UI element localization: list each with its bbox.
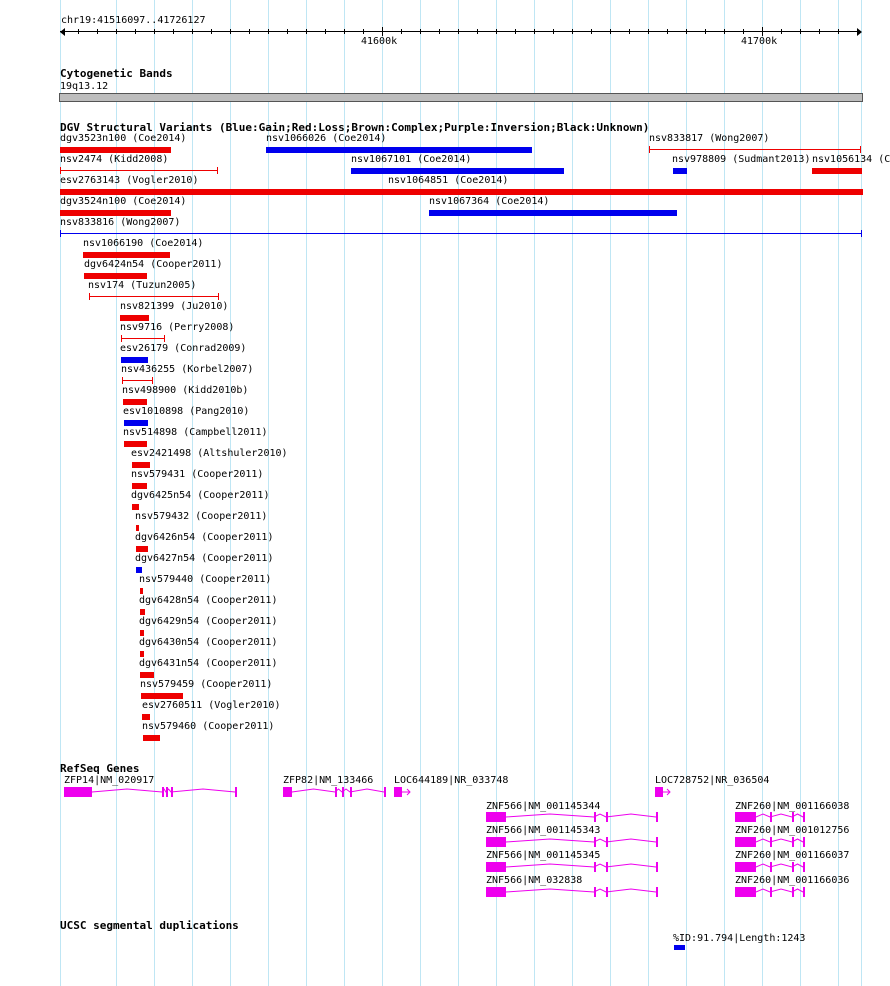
refseq-exon <box>166 787 168 797</box>
dgv-feature-label[interactable]: nsv498900 (Kidd2010b) <box>122 385 249 396</box>
dgv-feature-label[interactable]: dgv6429n54 (Cooper2011) <box>139 616 278 627</box>
refseq-gene[interactable] <box>735 837 805 847</box>
refseq-gene-label[interactable]: ZNF260|NM_001166036 <box>735 875 850 886</box>
refseq-exon <box>162 787 164 797</box>
dgv-feature-label[interactable]: dgv6430n54 (Cooper2011) <box>139 637 278 648</box>
refseq-gene[interactable] <box>486 887 658 897</box>
refseq-exon <box>792 862 794 872</box>
ruler-tick-label: 41700k <box>741 36 778 47</box>
refseq-intron <box>506 889 656 892</box>
refseq-gene[interactable] <box>394 787 410 797</box>
refseq-gene[interactable] <box>283 787 386 797</box>
refseq-strand-arrow <box>402 789 410 795</box>
refseq-intron <box>292 789 384 792</box>
refseq-intron <box>756 864 803 867</box>
refseq-intron <box>756 839 803 842</box>
refseq-coding-exon <box>735 837 756 847</box>
refseq-exon <box>770 812 772 822</box>
dgv-feature-label[interactable]: nsv1067101 (Coe2014) <box>351 154 472 165</box>
refseq-gene-label[interactable]: ZNF566|NM_001145343 <box>486 825 601 836</box>
dgv-feature-label[interactable]: nsv579431 (Cooper2011) <box>131 469 264 480</box>
refseq-exon <box>594 862 596 872</box>
refseq-gene-label[interactable]: ZNF566|NM_001145345 <box>486 850 601 861</box>
refseq-exon <box>792 837 794 847</box>
refseq-gene-label[interactable]: ZNF260|NM_001166037 <box>735 850 850 861</box>
refseq-gene[interactable] <box>486 812 658 822</box>
refseq-gene[interactable] <box>486 862 658 872</box>
ruler-tick-label: 41600k <box>361 36 398 47</box>
dgv-feature-label[interactable]: nsv1066026 (Coe2014) <box>266 133 387 144</box>
refseq-strand-arrow <box>663 789 670 795</box>
refseq-gene-label[interactable]: LOC644189|NR_033748 <box>394 775 509 786</box>
refseq-coding-exon <box>735 887 756 897</box>
refseq-gene-label[interactable]: ZNF566|NM_032838 <box>486 875 583 886</box>
refseq-gene-label[interactable]: ZNF566|NM_001145344 <box>486 801 601 812</box>
refseq-coding-exon <box>735 812 756 822</box>
refseq-exon <box>803 887 805 897</box>
dgv-feature-label[interactable]: esv2763143 (Vogler2010) <box>60 175 199 186</box>
dgv-feature-label[interactable]: nsv2474 (Kidd2008) <box>60 154 169 165</box>
refseq-gene[interactable] <box>735 887 805 897</box>
dgv-feature-label[interactable]: esv2760511 (Vogler2010) <box>142 700 281 711</box>
dgv-feature-label[interactable]: nsv579432 (Cooper2011) <box>135 511 268 522</box>
segdup-label[interactable]: %ID:91.794|Length:1243 <box>673 933 806 944</box>
refseq-gene-label[interactable]: ZFP82|NM_133466 <box>283 775 374 786</box>
refseq-coding-exon <box>735 862 756 872</box>
dgv-feature-label[interactable]: dgv6428n54 (Cooper2011) <box>139 595 278 606</box>
refseq-exon <box>792 887 794 897</box>
refseq-exon <box>770 837 772 847</box>
dgv-feature-label[interactable]: nsv436255 (Korbel2007) <box>121 364 254 375</box>
dgv-feature-label[interactable]: dgv6424n54 (Cooper2011) <box>84 259 223 270</box>
track-title-segdups[interactable]: UCSC segmental duplications <box>60 919 239 932</box>
refseq-exon <box>235 787 237 797</box>
refseq-exon <box>792 812 794 822</box>
refseq-coding-exon <box>486 812 506 822</box>
refseq-exon <box>384 787 386 797</box>
dgv-feature-label[interactable]: nsv579459 (Cooper2011) <box>140 679 273 690</box>
dgv-feature-label[interactable]: nsv1067364 (Coe2014) <box>429 196 550 207</box>
refseq-coding-exon <box>64 787 92 797</box>
dgv-feature-label[interactable]: esv26179 (Conrad2009) <box>120 343 247 354</box>
dgv-feature-label[interactable]: nsv579460 (Cooper2011) <box>142 721 275 732</box>
refseq-gene-label[interactable]: LOC728752|NR_036504 <box>655 775 770 786</box>
refseq-gene[interactable] <box>735 862 805 872</box>
dgv-feature-label[interactable]: nsv833816 (Wong2007) <box>60 217 181 228</box>
refseq-exon <box>171 787 173 797</box>
refseq-exon <box>594 837 596 847</box>
refseq-exon <box>656 837 658 847</box>
refseq-exon <box>606 862 608 872</box>
refseq-exon <box>594 812 596 822</box>
refseq-exon <box>342 787 344 797</box>
cytoband-label: 19q13.12 <box>60 81 109 92</box>
refseq-intron <box>506 864 656 867</box>
dgv-feature-label[interactable]: esv1010898 (Pang2010) <box>123 406 250 417</box>
dgv-feature-label[interactable]: nsv1064851 (Coe2014) <box>388 175 509 186</box>
dgv-feature-label[interactable]: dgv3523n100 (Coe2014) <box>60 133 187 144</box>
track-title-cytoband[interactable]: Cytogenetic Bands <box>60 67 173 80</box>
dgv-feature-label[interactable]: nsv1056134 (C <box>812 154 890 165</box>
segdup-feature[interactable] <box>674 945 685 950</box>
refseq-gene-label[interactable]: ZNF260|NM_001012756 <box>735 825 850 836</box>
refseq-gene[interactable] <box>735 812 805 822</box>
dgv-feature-label[interactable]: nsv821399 (Ju2010) <box>120 301 229 312</box>
dgv-feature-label[interactable]: nsv9716 (Perry2008) <box>120 322 235 333</box>
refseq-coding-exon <box>486 862 506 872</box>
refseq-gene[interactable] <box>64 787 237 797</box>
refseq-exon <box>803 837 805 847</box>
refseq-exon <box>594 887 596 897</box>
dgv-feature-label[interactable]: nsv833817 (Wong2007) <box>649 133 770 144</box>
dgv-feature-label[interactable]: nsv1066190 (Coe2014) <box>83 238 204 249</box>
refseq-exon <box>770 887 772 897</box>
refseq-coding-exon <box>486 887 506 897</box>
location-label: chr19:41516097..41726127 <box>61 15 206 26</box>
refseq-exon <box>656 887 658 897</box>
dgv-feature-label[interactable]: nsv978809 (Sudmant2013) <box>672 154 811 165</box>
refseq-exon <box>803 812 805 822</box>
refseq-exon <box>656 812 658 822</box>
track-title-refseq[interactable]: RefSeq Genes <box>60 762 140 775</box>
refseq-exon <box>606 887 608 897</box>
refseq-intron <box>756 814 803 817</box>
refseq-exon <box>606 812 608 822</box>
dgv-feature-label[interactable]: dgv3524n100 (Coe2014) <box>60 196 187 207</box>
refseq-gene-label[interactable]: ZFP14|NM_020917 <box>64 775 155 786</box>
dgv-feature-label[interactable]: dgv6426n54 (Cooper2011) <box>135 532 274 543</box>
dgv-feature-label[interactable]: nsv174 (Tuzun2005) <box>88 280 197 291</box>
refseq-coding-exon <box>486 837 506 847</box>
dgv-feature-label[interactable]: dgv6431n54 (Cooper2011) <box>139 658 278 669</box>
refseq-exon <box>350 787 352 797</box>
dgv-feature-label[interactable]: esv2421498 (Altshuler2010) <box>131 448 288 459</box>
refseq-intron <box>506 839 656 842</box>
refseq-exon <box>803 862 805 872</box>
dgv-feature-label[interactable]: dgv6425n54 (Cooper2011) <box>131 490 270 501</box>
refseq-intron <box>506 814 656 817</box>
refseq-gene[interactable] <box>655 787 670 797</box>
refseq-exon <box>606 837 608 847</box>
dgv-feature-label[interactable]: dgv6427n54 (Cooper2011) <box>135 553 274 564</box>
refseq-intron <box>756 889 803 892</box>
dgv-feature-label[interactable]: nsv579440 (Cooper2011) <box>139 574 272 585</box>
refseq-gene[interactable] <box>486 837 658 847</box>
refseq-coding-exon <box>394 787 402 797</box>
refseq-exon <box>770 862 772 872</box>
refseq-exon <box>656 862 658 872</box>
refseq-coding-exon <box>655 787 663 797</box>
refseq-exon <box>335 787 337 797</box>
dgv-feature-label[interactable]: nsv514898 (Campbell2011) <box>123 427 268 438</box>
track-title-dgv[interactable]: DGV Structural Variants (Blue:Gain;Red:Loss;Brown:Complex;Purple:Inversion;Black:Unknown) <box>60 121 650 134</box>
refseq-coding-exon <box>283 787 292 797</box>
refseq-gene-label[interactable]: ZNF260|NM_001166038 <box>735 801 850 812</box>
